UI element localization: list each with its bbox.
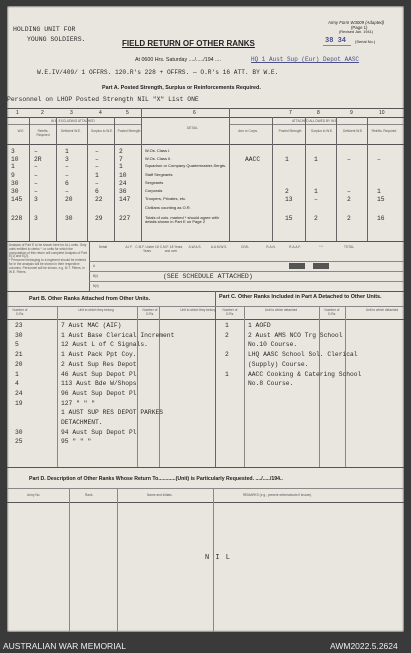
part-d-title: Part D. Description of Other Ranks Whose Return To............(Unit) is Particularly Requested. ..../...../194.. bbox=[29, 476, 283, 482]
cell-value: 15 bbox=[377, 196, 385, 203]
revised-label: (Revised Jan. 1941) bbox=[339, 30, 373, 34]
column-number: 3 bbox=[70, 110, 73, 116]
cell-value: 24 bbox=[119, 180, 127, 187]
cell-value: 30 bbox=[11, 180, 19, 187]
cell-value: 7 bbox=[119, 156, 123, 163]
part-c-count: 2 bbox=[225, 351, 229, 359]
serial-number: 38 34 bbox=[325, 37, 347, 45]
part-b-count: 23 bbox=[15, 322, 23, 329]
analysis-header: R.A.A.F. bbox=[289, 245, 301, 249]
cell-value: 36 bbox=[119, 188, 127, 195]
cell-value: 2 bbox=[285, 188, 289, 195]
row-detail-label: Staff Sergeants bbox=[145, 171, 173, 177]
column-header: Reinfts. Required bbox=[36, 129, 50, 137]
part-c-unit: LHQ AASC School Sol. Clerical bbox=[248, 351, 358, 359]
army-form-label: Army Form W3009 (Adapted) bbox=[328, 20, 385, 25]
holding-unit-line-1: HOLDING UNIT FOR bbox=[13, 26, 76, 33]
cell-value: 2 bbox=[347, 215, 351, 222]
part-b-unit: 1 AUST SUP RES DEPOT PARKES bbox=[61, 409, 164, 417]
part-b-title: Part B. Other Ranks Attached from Other Units. bbox=[29, 296, 151, 302]
analysis-row-label: B(i) bbox=[93, 274, 98, 278]
column-number: 6 bbox=[193, 110, 196, 116]
we-line: W.E.IV/409/ 1 OFFRS. 120.R's 228 + OFFRS. — O.R's 16 ATT. BY W.E. bbox=[37, 69, 279, 76]
part-c-header: Number of O.Rs. bbox=[222, 308, 238, 316]
row-detail-label: Sergeants bbox=[145, 179, 164, 185]
analysis-header: Detail bbox=[98, 245, 108, 249]
cell-value: 1 bbox=[95, 172, 99, 179]
part-b-unit: 127 " " " bbox=[61, 399, 96, 407]
part-b-unit: 113 Aust Bde W/Shops bbox=[61, 380, 137, 388]
cell-value: 1 bbox=[11, 163, 15, 170]
analysis-header: C.M.F. Under 18 Years bbox=[135, 245, 159, 253]
at-hours-line: At 0600 Hrs. Saturday ..../...../194 .... bbox=[135, 57, 221, 63]
document-page bbox=[7, 6, 404, 632]
part-d-header: Army No. bbox=[27, 493, 41, 497]
column-header: Posted Strength bbox=[278, 129, 302, 133]
cell-value: – bbox=[314, 196, 318, 203]
column-number: 10 bbox=[379, 110, 385, 116]
analysis-header: A.I.F. bbox=[125, 245, 133, 249]
cell-value: 3 bbox=[11, 148, 15, 155]
analysis-header: TOTAL bbox=[344, 245, 354, 249]
column-header: W.E. bbox=[17, 129, 25, 133]
analysis-row-label: B(ii) bbox=[93, 284, 99, 288]
column-header: Deficient W.E. bbox=[342, 129, 364, 133]
part-c-title: Part C. Other Ranks Included in Part A Detached to Other Units. bbox=[219, 294, 382, 300]
part-b-count: 21 bbox=[15, 351, 23, 359]
page-label: (Page 1) bbox=[351, 25, 368, 30]
cell-value: 16 bbox=[377, 215, 385, 222]
part-c-header: Unit to which detached bbox=[264, 308, 298, 312]
column-number: 1 bbox=[16, 110, 19, 116]
cell-value: 30 bbox=[11, 188, 19, 195]
cell-value: – bbox=[34, 188, 38, 195]
cell-value: – bbox=[34, 180, 38, 187]
part-b-unit: 1 Aust Pack Ppt Coy. bbox=[61, 351, 137, 359]
cell-value: 22 bbox=[95, 196, 103, 203]
cell-value: – bbox=[95, 148, 99, 155]
part-b-header: Number of O.Rs. bbox=[12, 308, 28, 316]
cell-value: – bbox=[95, 163, 99, 170]
cell-value: 9 bbox=[11, 172, 15, 179]
cell-value: – bbox=[65, 172, 69, 179]
part-c-count: 1 bbox=[225, 322, 229, 329]
column-header: Arm or Corps. bbox=[238, 129, 258, 133]
part-c-unit: No.10 Course. bbox=[248, 341, 298, 349]
column-header: Reinfts. Required bbox=[371, 129, 397, 133]
column-header: Posted Strength bbox=[117, 129, 141, 133]
column-number: 9 bbox=[350, 110, 353, 116]
row-detail-label: Totals of cols. marked * should agree with details shown in Part E on Page 2 bbox=[145, 214, 219, 224]
column-number: 2 bbox=[41, 110, 44, 116]
cell-value: – bbox=[65, 188, 69, 195]
part-b-count: 19 bbox=[15, 399, 23, 407]
part-c-unit: No.8 Course. bbox=[248, 380, 294, 388]
cell-value: – bbox=[347, 188, 351, 195]
column-number: 4 bbox=[99, 110, 102, 116]
part-b-header: Number of O.Rs. bbox=[142, 308, 158, 316]
group-right-header: ATTACHED ALLOWED BY W.E. bbox=[292, 119, 338, 123]
part-c-header: Number of O.Rs. bbox=[324, 308, 340, 316]
column-header: Surplus to W.E. bbox=[311, 129, 333, 133]
column-number: 5 bbox=[126, 110, 129, 116]
part-b-unit: 95 " " " bbox=[61, 438, 92, 446]
cell-value: 1 bbox=[65, 148, 69, 155]
cell-value: 145 bbox=[11, 196, 23, 203]
cell-value: 3 bbox=[65, 156, 69, 163]
cell-value: 228 bbox=[11, 215, 23, 222]
part-c-unit: 2 Aust AMS NCO Trg School bbox=[248, 331, 343, 339]
cell-value: – bbox=[34, 148, 38, 155]
part-b-unit: 96 Aust Sup Depot Pl bbox=[61, 389, 137, 397]
cell-value: – bbox=[347, 156, 351, 163]
cell-value: 6 bbox=[65, 180, 69, 187]
analysis-header: R.A.N. bbox=[266, 245, 276, 249]
part-b-count: 4 bbox=[15, 380, 19, 388]
row-detail-label: Corporals bbox=[145, 187, 163, 193]
part-b-count: 1 bbox=[15, 370, 19, 378]
part-b-unit: 12 Aust L of C Signals. bbox=[61, 341, 148, 349]
cell-value: 147 bbox=[119, 196, 131, 203]
part-b-count: 25 bbox=[15, 438, 23, 446]
hq-stamp: HQ 1 Aust Sup (Eur) Depot AASC bbox=[251, 56, 360, 63]
part-b-count: 5 bbox=[15, 341, 19, 349]
group-left-header: W.E. EXCLUDING ATTACHED bbox=[51, 119, 95, 123]
part-c-unit: 1 AOFD bbox=[248, 322, 271, 329]
part-b-unit: 94 Aust Sup Depot Pl bbox=[61, 428, 137, 436]
cell-value: 1 bbox=[377, 188, 381, 195]
cell-value: 10 bbox=[11, 156, 19, 163]
analysis-header: C.M.F. 18 Years and over bbox=[159, 245, 183, 253]
holding-unit-line-2: YOUNG SOLDIERS. bbox=[27, 36, 86, 43]
row-detail-label: W.Os. Class I. bbox=[145, 147, 171, 153]
cell-value: 2 bbox=[314, 215, 318, 222]
part-c-count: 2 bbox=[225, 331, 229, 339]
serial-number-label: (Serial No.) bbox=[355, 39, 376, 44]
cell-value: – bbox=[95, 180, 99, 187]
part-b-header: Unit to which they belong bbox=[180, 308, 216, 312]
form-title: FIELD RETURN OF OTHER RANKS bbox=[122, 39, 255, 48]
detail-header: DETAIL bbox=[187, 126, 198, 130]
part-b-count: 30 bbox=[15, 331, 23, 339]
cell-value: 227 bbox=[119, 215, 131, 222]
row-detail-label: Squadron or Company Quartermaster-Sergts. bbox=[145, 162, 227, 168]
cell-value: 29 bbox=[95, 215, 103, 222]
part-c-count: 1 bbox=[225, 370, 229, 378]
footer-left-label: AUSTRALIAN WAR MEMORIAL bbox=[3, 641, 126, 651]
part-d-header: REMARKS (e.g., present whereabouts if known). bbox=[243, 493, 313, 497]
cell-value: – bbox=[377, 156, 381, 163]
personnel-line: Personnel on LHOP Posted Strength NIL "X" List ONE bbox=[7, 96, 199, 103]
cell-value: – bbox=[34, 163, 38, 170]
cell-value: 2 bbox=[119, 148, 123, 155]
cell-value: 1 bbox=[314, 188, 318, 195]
row-detail-label: Troopers, Privates, etc. bbox=[145, 195, 187, 201]
column-number: 8 bbox=[317, 110, 320, 116]
part-d-nil: N I L bbox=[205, 554, 232, 562]
part-c-unit: (Supply) Course. bbox=[248, 360, 309, 368]
footer-bar bbox=[0, 638, 411, 653]
column-header: Surplus to W.E. bbox=[91, 129, 113, 133]
footer-right-label: AWM2022.5.2624 bbox=[330, 641, 398, 651]
analysis-header: CIVIL bbox=[241, 245, 249, 249]
part-b-header: Unit to which they belong bbox=[78, 308, 114, 312]
cell-value: 10 bbox=[119, 172, 127, 179]
cell-value: – bbox=[95, 156, 99, 163]
cell-value: 3 bbox=[34, 196, 38, 203]
analysis-note: Analysis of Part E to be shown here for ALL units. Only units entitled to clerks *, or units for which the computation of this return will complete Analysis of Part E(1) and E(2). * Personnel belonging to a regiment should be entered for in the analysis will be shown in their respective columns. Personnel will be shown, e.g. M.T. Fitters, in W.E. Fitters. bbox=[9, 243, 87, 274]
part-b-count: 20 bbox=[15, 360, 23, 368]
part-d-header: Name and Initials. bbox=[147, 493, 173, 497]
part-a-title: Part A. Posted Strength, Surplus or Reinforcements Required. bbox=[102, 85, 261, 91]
part-b-count: 30 bbox=[15, 428, 23, 436]
part-b-unit: 1 Aust Base Clerical Increment bbox=[61, 331, 175, 339]
part-c-header: Unit to which detached bbox=[365, 308, 399, 312]
analysis-header: * * bbox=[319, 245, 323, 249]
cell-value: 1 bbox=[285, 156, 289, 163]
part-b-count: 24 bbox=[15, 389, 23, 397]
cell-value: AACC bbox=[245, 156, 261, 163]
cell-value: 1 bbox=[314, 156, 318, 163]
analysis-header: A.A.M.W.S. bbox=[210, 245, 228, 249]
cell-value: 13 bbox=[285, 196, 293, 203]
cell-value: 15 bbox=[285, 215, 293, 222]
part-b-unit: DETACHMENT. bbox=[61, 419, 103, 426]
part-b-unit: 46 Aust Sup Depot Pl bbox=[61, 370, 137, 378]
analysis-header: A.W.A.S. bbox=[188, 245, 202, 249]
cell-value: 30 bbox=[65, 215, 73, 222]
cell-value: – bbox=[34, 172, 38, 179]
row-detail-label: Civilians counting as O.R. bbox=[145, 204, 191, 210]
part-b-unit: 7 Aust MAC (AIF) bbox=[61, 322, 122, 329]
part-b-unit: 2 Aust Sup Res Depot bbox=[61, 360, 137, 368]
column-number: 7 bbox=[289, 110, 292, 116]
cell-value: 6 bbox=[95, 188, 99, 195]
part-c-unit: AACC Cooking & Catering School bbox=[248, 370, 362, 378]
cell-value: 3 bbox=[34, 215, 38, 222]
row-detail-label: W.Os. Class II. bbox=[145, 155, 172, 161]
see-schedule-note: (SEE SCHEDULE ATTACHED) bbox=[163, 273, 253, 280]
cell-value: 2 bbox=[347, 196, 351, 203]
analysis-row-label: A bbox=[93, 264, 96, 268]
cell-value: – bbox=[65, 163, 69, 170]
column-header: Deficient W.E. bbox=[60, 129, 82, 133]
cell-value: 20 bbox=[65, 196, 73, 203]
cell-value: 1 bbox=[119, 163, 123, 170]
part-d-header: Rank. bbox=[85, 493, 94, 497]
cell-value: 2R bbox=[34, 156, 42, 163]
